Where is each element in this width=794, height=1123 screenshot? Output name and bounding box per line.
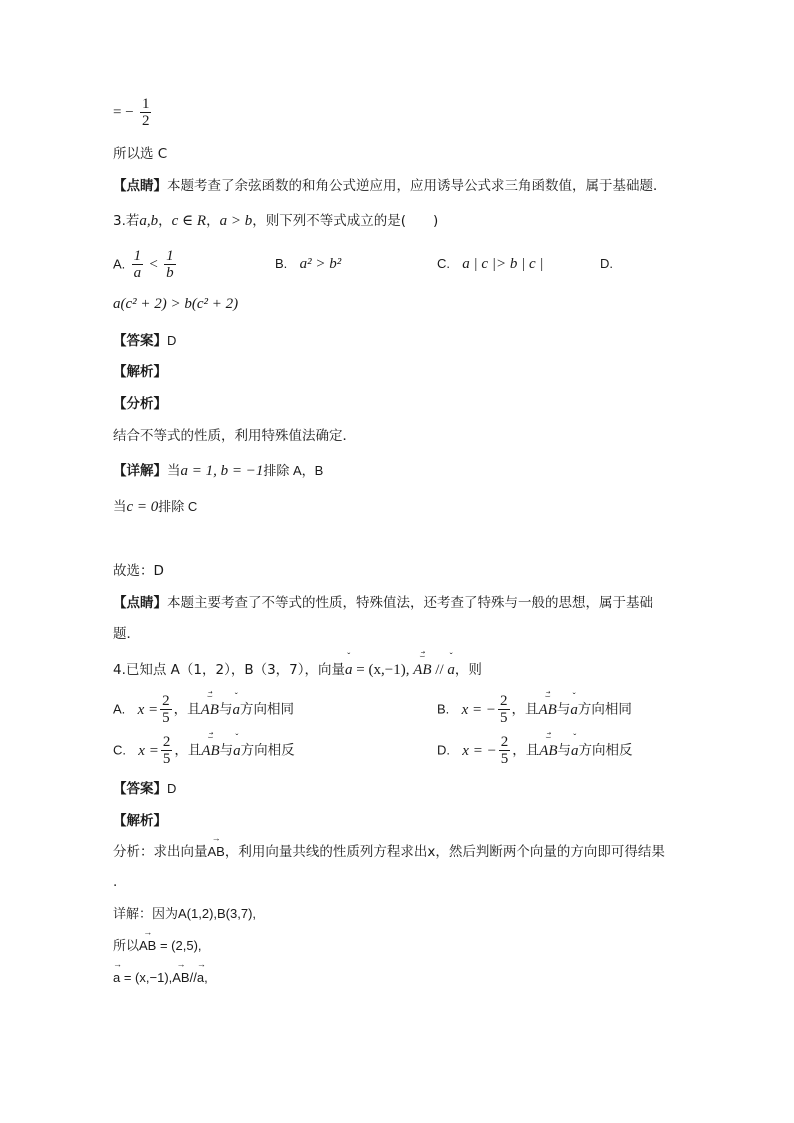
- vector-arrow-icon: ˇ: [573, 731, 577, 742]
- q3-prefix: 3.若: [113, 213, 140, 229]
- fraction-denominator: 5: [162, 710, 170, 726]
- q4-analysis-tag: 【解析】: [113, 813, 167, 829]
- fenxi-text: 分析：求出向量: [113, 844, 208, 860]
- detail-text: ,: [204, 970, 208, 985]
- vector-a: [345, 651, 353, 679]
- fraction-numerator: 1: [141, 96, 150, 112]
- detail-text: 当: [113, 499, 127, 515]
- detail-text: 当: [167, 463, 181, 479]
- q4-option-b: [437, 690, 632, 726]
- vector-arrow-icon: ˇ: [347, 651, 351, 661]
- q3-suffix: ，则下列不等式成立的是( ): [252, 213, 439, 229]
- q3-detail-1: [113, 462, 323, 480]
- q3-option-d-expression: a(c² + 2) > b(c² + 2): [113, 296, 239, 312]
- q3-option-c: [437, 255, 543, 273]
- option-label: A.: [113, 701, 126, 717]
- fraction-denominator: 5: [162, 751, 171, 767]
- option-label: D.: [600, 256, 613, 271]
- option-label: D.: [437, 742, 450, 758]
- option-label: C.: [113, 742, 126, 758]
- option-text: 与: [556, 701, 571, 718]
- comment-text: 本题考查了余弦函数的和角公式逆应用，应用诱导公式求三角函数值，属于基础题．: [167, 178, 667, 194]
- vector-letter: a: [113, 970, 121, 985]
- comment-line: [113, 177, 667, 195]
- vector-letter: AB: [201, 742, 220, 759]
- option-text: ，且: [512, 742, 540, 759]
- vector-arrow-icon: →: [113, 959, 122, 969]
- detail-text: 所以: [113, 938, 140, 953]
- detail-text: 排除 A，B: [263, 463, 324, 478]
- option-text: 与: [219, 742, 234, 759]
- option-x: x =: [137, 701, 159, 718]
- fraction-2-5: [161, 734, 173, 767]
- dianjing-text: 本题主要考查了不等式的性质，特殊值法，还考查了特殊与一般的思想，属于基础: [167, 595, 653, 611]
- q3-dianjing-1: [113, 594, 653, 612]
- fraction-denominator: 5: [500, 710, 508, 726]
- q3-detail-2: [113, 498, 197, 516]
- vector-arrow-icon: ⌣⃗: [545, 731, 552, 742]
- detail-expression: a = 1, b = −1: [180, 463, 264, 479]
- vector-ab: [413, 651, 432, 679]
- detail-text: = (2,5),: [156, 938, 202, 953]
- question-3-stem: [113, 212, 438, 230]
- vector-arrow-icon: ⌣⃗: [207, 731, 214, 742]
- detail-expression: c = 0: [126, 499, 159, 515]
- vector-letter: AB: [538, 701, 557, 718]
- q3-ineq: a > b: [219, 213, 253, 229]
- vector-letter: a: [570, 701, 578, 718]
- fraction-denominator: 5: [500, 751, 509, 767]
- vector-arrow-icon: ⌣⃗: [419, 651, 426, 661]
- fraction-denominator: a: [133, 265, 142, 281]
- q3-c-in-r: c ∈ R: [171, 213, 207, 229]
- vector-letter: a: [345, 662, 353, 678]
- vector-arrow-icon: →: [143, 927, 153, 937]
- vector-ab: [207, 833, 225, 861]
- fraction-numerator: 2: [500, 734, 509, 750]
- option-text: 方向相反: [578, 742, 633, 759]
- vector-arrow-icon: ˇ: [572, 690, 576, 701]
- fraction-2-5: [498, 693, 510, 726]
- vector-letter: AB: [413, 662, 432, 678]
- vector-a: [233, 731, 241, 760]
- fraction-numerator: 1: [133, 248, 142, 264]
- vector-letter: a: [571, 742, 579, 759]
- q4-detail-2: [113, 927, 202, 955]
- q3-sep: ，: [158, 213, 172, 229]
- option-text: 与: [218, 701, 233, 718]
- vector-arrow-icon: ⌣⃗: [544, 690, 551, 701]
- q3-option-d: [600, 255, 613, 273]
- option-x: x = −: [462, 742, 497, 759]
- vector-ab: [201, 731, 220, 760]
- q3-answer: [113, 332, 176, 350]
- q3-vars: a,b: [139, 213, 159, 229]
- fenxi-text: ，利用向量共线的性质列方程求出x，然后判断两个向量的方向即可得结果: [224, 844, 665, 860]
- fraction-denominator: 2: [141, 113, 150, 129]
- q4-detail-1: 详解：因为A(1,2),B(3,7),: [113, 906, 257, 921]
- option-label: B.: [275, 256, 288, 271]
- fraction-numerator: 2: [162, 693, 170, 709]
- parallel-symbol: //: [189, 970, 197, 985]
- fraction-numerator: 2: [162, 734, 171, 750]
- option-text: 与: [557, 742, 572, 759]
- detail-text: 排除 C: [158, 499, 198, 514]
- q3-option-a: [113, 248, 178, 281]
- option-x: x =: [138, 742, 159, 759]
- fraction-numerator: 1: [166, 248, 174, 264]
- vector-arrow-icon: ˇ: [235, 731, 239, 742]
- option-label: A.: [113, 256, 126, 272]
- option-label: C.: [437, 256, 450, 271]
- vector-letter: AB: [207, 844, 225, 859]
- vector-arrow-icon: ⌣⃗: [206, 690, 213, 701]
- option-label: B.: [437, 701, 450, 717]
- option-text: ，且: [511, 701, 539, 718]
- vector-a: [570, 690, 578, 719]
- q3-option-b: [275, 255, 341, 273]
- vector-arrow-icon: ˇ: [449, 651, 453, 661]
- option-expression: a | c |> b | c |: [462, 256, 544, 272]
- vector-a: [232, 690, 240, 719]
- q3-analysis-tag: 【解析】: [113, 364, 167, 380]
- dianjing-tag: 【点睛】: [113, 178, 167, 194]
- vector-ab: [139, 927, 157, 955]
- vector-a: [113, 959, 122, 987]
- vector-letter: AB: [172, 970, 190, 985]
- q4-option-d: [437, 731, 633, 767]
- vector-letter: AB: [539, 742, 558, 759]
- fraction-2-5: [160, 693, 172, 726]
- q4-option-a: [113, 690, 294, 726]
- vector-arrow-icon: →: [196, 959, 206, 969]
- q4-eq: = (x,−1),: [352, 662, 414, 678]
- select-c-line: 所以选 C: [113, 146, 168, 162]
- vector-arrow-icon: →: [211, 833, 221, 843]
- vector-arrow-icon: →: [176, 959, 186, 969]
- option-expression: a² > b²: [299, 256, 342, 272]
- fraction-denominator: b: [166, 265, 174, 281]
- option-text: ，且: [174, 742, 202, 759]
- parallel-symbol: //: [431, 662, 448, 678]
- vector-a: [447, 651, 455, 679]
- q4-option-c: [113, 731, 295, 767]
- option-text: 方向相反: [240, 742, 295, 759]
- q3-fenxi-tag: 【分析】: [113, 396, 167, 412]
- option-text: 方向相同: [577, 701, 632, 718]
- vector-letter: AB: [139, 938, 157, 953]
- vector-letter: a: [196, 970, 205, 985]
- detail-text: = (x,−1),: [120, 970, 173, 985]
- vector-ab: [200, 690, 219, 719]
- q4-fenxi-dot: .: [113, 874, 118, 890]
- q4-detail-3: [113, 959, 208, 987]
- less-than: <: [149, 256, 158, 273]
- vector-a: [571, 731, 579, 760]
- vector-letter: AB: [200, 701, 219, 718]
- vector-letter: a: [233, 742, 241, 759]
- fraction-1-over-b: [164, 248, 176, 281]
- dianjing-tag: 【点睛】: [113, 595, 167, 611]
- answer-value: D: [167, 333, 177, 348]
- fraction-numerator: 2: [500, 693, 508, 709]
- question-4-stem: [113, 651, 482, 679]
- answer-tag: 【答案】: [113, 781, 167, 797]
- q4-prefix: 4.已知点 A（1，2），B（3，7），向量: [113, 662, 346, 678]
- q4-fenxi: [113, 833, 665, 861]
- option-text: 方向相同: [239, 701, 294, 718]
- equation-prefix: = −: [113, 104, 134, 121]
- fraction-one-half: [140, 96, 152, 129]
- fraction-1-over-a: [132, 248, 144, 281]
- detail-tag: 【详解】: [113, 463, 167, 479]
- q3-conclusion: 故选：D: [113, 563, 164, 579]
- result-equation: [113, 96, 153, 129]
- q4-suffix: ，则: [454, 662, 482, 678]
- vector-ab: [539, 731, 558, 760]
- fraction-2-5: [499, 734, 511, 767]
- q3-sep2: ，: [206, 213, 220, 229]
- vector-ab: [538, 690, 557, 719]
- q4-answer: [113, 780, 176, 798]
- answer-value: D: [167, 781, 177, 796]
- option-text: ，且: [173, 701, 201, 718]
- vector-letter: a: [447, 662, 455, 678]
- vector-a: [196, 959, 206, 987]
- q3-fenxi-text: 结合不等式的性质，利用特殊值法确定．: [113, 428, 356, 444]
- vector-letter: a: [232, 701, 240, 718]
- q3-dianjing-2: 题．: [113, 626, 140, 642]
- answer-tag: 【答案】: [113, 333, 167, 349]
- vector-ab: [172, 959, 190, 987]
- vector-arrow-icon: ˇ: [234, 690, 238, 701]
- option-x: x = −: [461, 701, 496, 718]
